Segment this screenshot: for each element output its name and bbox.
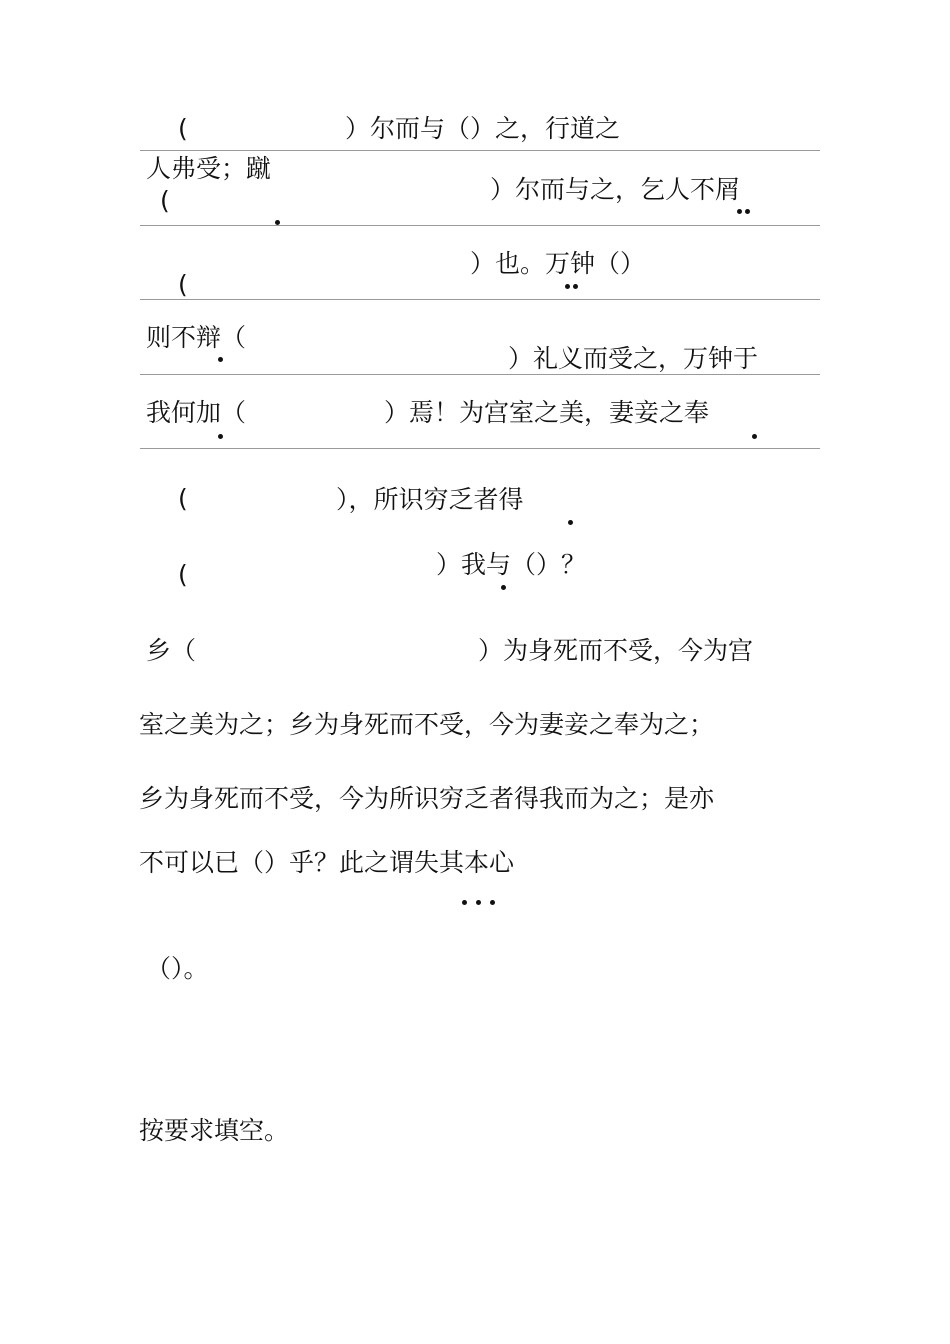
text-fragment: 乡（	[146, 636, 197, 665]
emphasis-dot	[573, 284, 578, 289]
text-fragment: ），所识穷乏者得	[336, 485, 524, 514]
answer-line	[140, 299, 820, 300]
blank-open-paren: (	[178, 560, 188, 589]
emphasis-dot	[737, 209, 742, 214]
emphasis-dot	[462, 900, 467, 905]
answer-line	[140, 374, 820, 375]
text-line: 乡为身死而不受，今为所识穷乏者得我而为之；是亦	[139, 784, 715, 813]
blank-open-paren: (	[178, 270, 188, 299]
text-fragment: ）尔而与之，乞人不屑	[490, 175, 741, 204]
text-line: 不可以已（）乎？此之谓失其本心	[139, 848, 515, 877]
text-fragment: 人弗受；蹴	[146, 154, 272, 183]
emphasis-dot	[745, 209, 750, 214]
answer-line	[140, 150, 820, 151]
emphasis-dot	[501, 585, 506, 590]
text-fragment: 我何加（	[146, 398, 247, 427]
emphasis-dot	[218, 434, 223, 439]
text-line: （）。	[146, 954, 209, 983]
emphasis-dot	[565, 284, 570, 289]
text-fragment: ）也。万钟（）	[470, 249, 646, 278]
blank-open-paren: (	[160, 186, 170, 215]
emphasis-dot	[568, 520, 573, 525]
text-fragment: ）我与（）？	[436, 550, 587, 579]
emphasis-dot	[275, 220, 280, 225]
emphasis-dot	[490, 900, 495, 905]
text-fragment: ）尔而与（）之，行道之	[345, 114, 621, 143]
emphasis-dot	[476, 900, 481, 905]
answer-line	[140, 225, 820, 226]
text-line: 室之美为之；乡为身死而不受，今为妻妾之奉为之；	[139, 710, 715, 739]
text-fragment: ）为身死而不受，今为宫	[478, 636, 754, 665]
text-fragment: 则不辩（	[146, 323, 247, 352]
instruction-text: 按要求填空。	[139, 1116, 290, 1145]
emphasis-dot	[218, 357, 223, 362]
answer-line	[140, 448, 820, 449]
blank-open-paren: (	[178, 484, 188, 513]
text-fragment: ）礼义而受之，万钟于	[508, 344, 759, 373]
emphasis-dot	[752, 434, 757, 439]
blank-open-paren: (	[178, 114, 188, 143]
text-fragment: ）焉！为宫室之美，妻妾之奉	[384, 398, 710, 427]
